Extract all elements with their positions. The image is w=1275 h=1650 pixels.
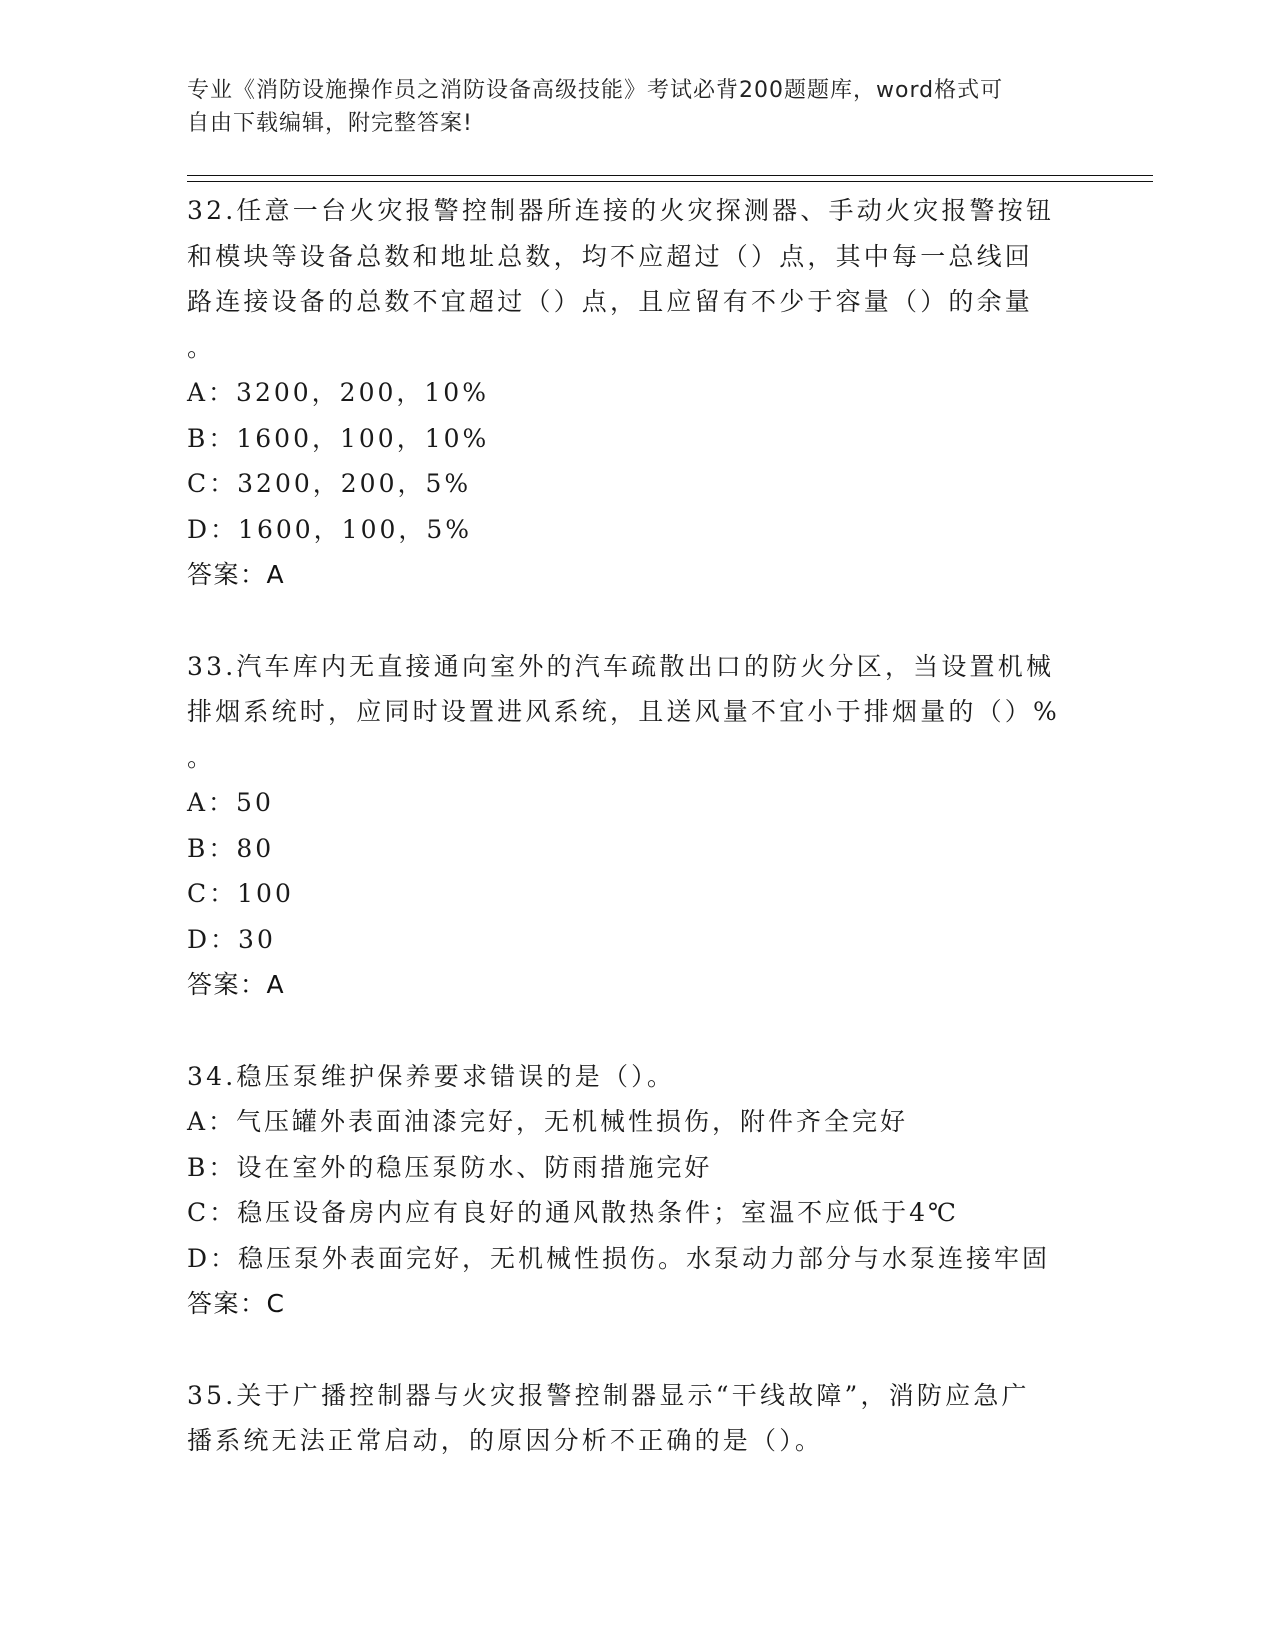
stem-line: 33.汽车库内无直接通向室外的汽车疏散出口的防火分区，当设置机械 — [187, 651, 1055, 681]
stem-line: 路连接设备的总数不宜超过（）点，且应留有不少于容量（）的余量 — [187, 287, 1034, 316]
option-d: D：稳压泵外表面完好，无机械性损伤。水泵动力部分与水泵连接牢固 — [187, 1243, 1051, 1273]
question-33 — [187, 644, 1087, 1008]
option-c: C：100 — [187, 879, 294, 908]
option-a: A：50 — [187, 788, 274, 817]
option-d: D：1600，100，5% — [187, 514, 473, 544]
question-34 — [187, 1054, 1087, 1327]
option-c: C：稳压设备房内应有良好的通风散热条件；室温不应低于4℃ — [187, 1198, 960, 1227]
stem-line: 34.稳压泵维护保养要求错误的是（）。 — [187, 1061, 676, 1091]
stem-line: 32.任意一台火灾报警控制器所连接的火灾探测器、手动火灾报警按钮 — [187, 196, 1055, 225]
question-list — [187, 188, 1087, 1510]
stem-line: 播系统无法正常启动，的原因分析不正确的是（）。 — [187, 1426, 824, 1455]
option-a: A：3200，200，10% — [187, 378, 489, 407]
stem-line: 。 — [187, 742, 216, 772]
question-stem — [187, 188, 1087, 370]
question-stem — [187, 1373, 1087, 1464]
option-a: A：气压罐外表面油漆完好，无机械性损伤，附件齐全完好 — [187, 1107, 909, 1136]
stem-line: 。 — [187, 332, 216, 362]
stem-line: 35.关于广播控制器与火灾报警控制器显示“干线故障”，消防应急广 — [187, 1380, 1030, 1410]
header-divider-bottom — [187, 181, 1153, 182]
option-b: B：1600，100，10% — [187, 423, 490, 453]
answer-label: 答案：A — [187, 560, 286, 589]
option-b: B：80 — [187, 833, 275, 863]
answer-label: 答案：A — [187, 970, 286, 999]
question-stem — [187, 644, 1087, 781]
option-d: D：30 — [187, 924, 276, 954]
header-line-2: 自由下载编辑，附完整答案! — [187, 111, 473, 136]
answer-label: 答案：C — [187, 1289, 286, 1318]
header-line-1: 专业《消防设施操作员之消防设备高级技能》考试必背200题题库，word格式可 — [187, 78, 1004, 103]
question-32 — [187, 188, 1087, 598]
option-b: B：设在室外的稳压泵防水、防雨措施完好 — [187, 1152, 713, 1182]
stem-line: 排烟系统时，应同时设置进风系统，且送风量不宜小于排烟量的（）% — [187, 697, 1060, 726]
stem-line: 和模块等设备总数和地址总数，均不应超过（）点，其中每一总线回 — [187, 241, 1034, 271]
option-c: C：3200，200，5% — [187, 469, 472, 498]
header-divider-top — [187, 175, 1153, 176]
document-header — [187, 74, 1067, 140]
question-35 — [187, 1373, 1087, 1464]
question-stem — [187, 1054, 1087, 1100]
